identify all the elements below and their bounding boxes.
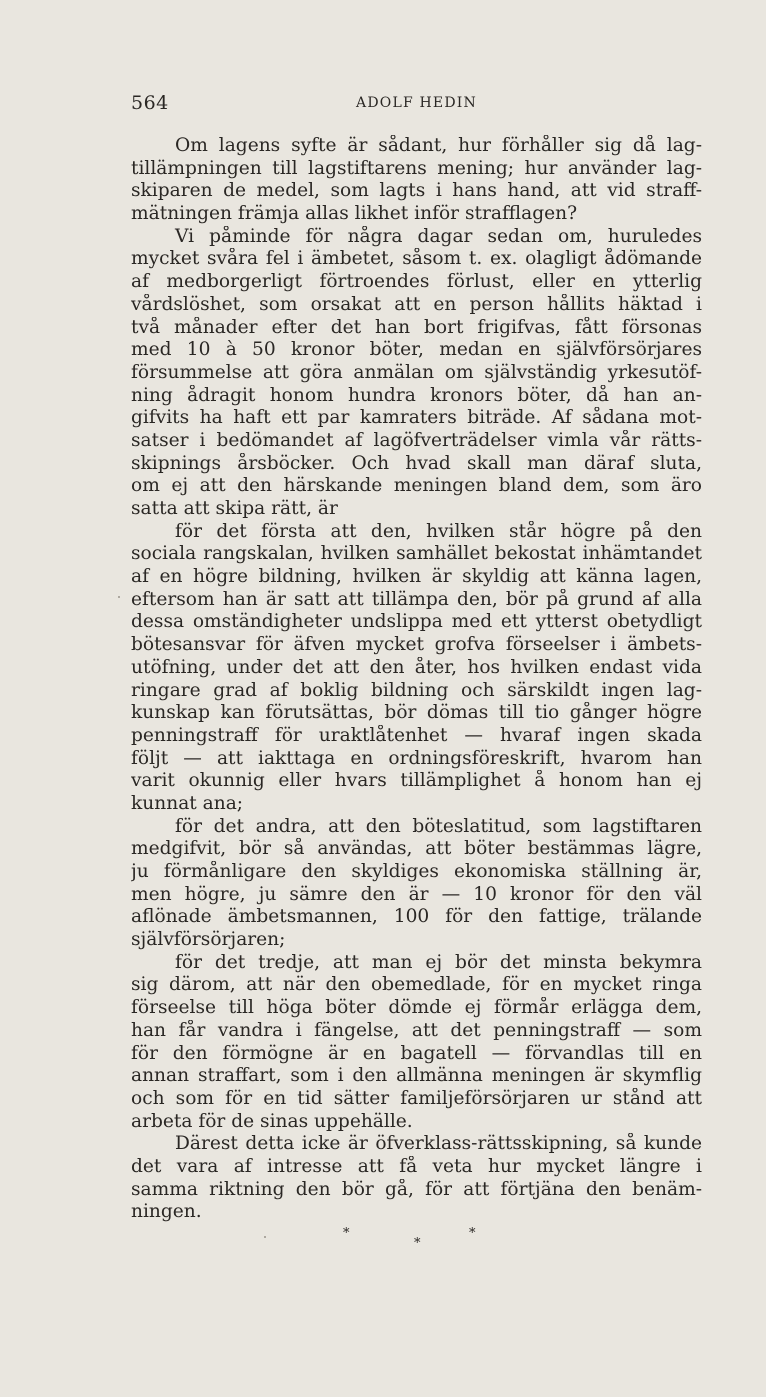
text-line: tillämpningen till lagstiftarens mening; hur använder lag-	[131, 157, 702, 179]
text-line: kunskap kan förutsättas, bör dömas till tio gånger högre	[131, 702, 702, 724]
text-line: bötesansvar för äfven mycket grofva förseelser i ämbets-	[131, 634, 702, 656]
text-line: penningstraff för uraktlåtenhet — hvaraf ingen skada	[131, 724, 702, 746]
text-line: mätningen främja allas likhet inför strafflagen?	[131, 203, 578, 225]
paragraph-first-line: för det tredje, att man ej bör det minsta bekymra	[175, 951, 702, 973]
text-line: ju förmånligare den skyldiges ekonomiska ställning är,	[131, 861, 702, 882]
separator-asterisk: *	[414, 1236, 421, 1251]
text-line: skipnings årsböcker. Och hvad skall man däraf sluta,	[131, 452, 702, 474]
text-line: vårdslöshet, som orsakat att en person hållits häktad i	[131, 293, 702, 315]
text-line: och som för en tid sätter familjeförsörjaren ur stånd att	[131, 1087, 702, 1109]
text-line: ning ådragit honom hundra kronors böter, då han an-	[131, 384, 702, 406]
text-line: satser i bedömandet af lagöfverträdelser vimla vår rätts-	[131, 429, 702, 451]
text-line: eftersom han är satt att tillämpa den, bör på grund af alla	[131, 588, 702, 610]
paper-speck	[118, 596, 120, 598]
text-line: självförsörjaren;	[131, 929, 286, 951]
page-header	[131, 92, 702, 120]
text-line: förseelse till höga böter dömde ej förmår erlägga dem,	[131, 997, 702, 1019]
text-line: gifvits ha haft ett par kamraters biträde. Af sådana mot-	[131, 407, 702, 429]
text-line: aflönade ämbetsmannen, 100 för den fattige, trälande	[131, 906, 702, 928]
text-line: satta att skipa rätt, är	[131, 498, 338, 519]
text-line: det vara af intresse att få veta hur mycket längre i	[131, 1155, 702, 1177]
text-line: om ej att den härskande meningen bland dem, som äro	[131, 475, 702, 497]
text-line: skiparen de medel, som lagts i hans hand, att vid straff-	[131, 180, 702, 202]
text-line: samma riktning den bör gå, för att förtjäna den benäm-	[131, 1178, 702, 1200]
paragraph-first-line: Därest detta icke är öfverklass-rättsskipning, så kunde	[175, 1133, 702, 1155]
text-line: varit okunnig eller hvars tillämplighet å honom han ej	[131, 770, 702, 792]
text-line: ringare grad af boklig bildning och särskildt ingen lag-	[131, 679, 702, 701]
text-line: mycket svåra fel i ämbetet, såsom t. ex. olagligt ådömande	[131, 248, 702, 270]
body-text	[131, 135, 702, 1224]
text-line: ningen.	[131, 1201, 202, 1223]
text-line: försummelse att göra anmälan om självständig yrkesutöf-	[131, 361, 702, 383]
paragraph-first-line: Vi påminde för några dagar sedan om, huruledes	[175, 225, 702, 247]
text-line: kunnat ana;	[131, 792, 244, 814]
paragraph-first-line: Om lagens syfte är sådant, hur förhåller sig då lag-	[175, 135, 702, 156]
text-line: medgifvit, bör så användas, att böter bestämmas lägre,	[131, 838, 702, 860]
paragraph-first-line: för det andra, att den böteslatitud, som lagstiftaren	[175, 815, 702, 837]
text-line: för den förmögne är en bagatell — förvandlas till en	[131, 1042, 702, 1064]
paragraph-first-line: för det första att den, hvilken står högre på den	[175, 520, 702, 542]
text-line: dessa omständigheter undslippa med ett ytterst obetydligt	[131, 611, 702, 633]
text-line: af en högre bildning, hvilken är skyldig att känna lagen,	[131, 566, 702, 588]
separator-asterisk: *	[343, 1226, 350, 1241]
page-number: 564	[131, 92, 169, 114]
text-line: utöfning, under det att den åter, hos hvilken endast vida	[131, 656, 702, 678]
text-line: han får vandra i fängelse, att det penningstraff — som	[131, 1019, 702, 1041]
text-line: annan straffart, som i den allmänna meningen är skymflig	[131, 1065, 702, 1087]
text-line: sig därom, att när den obemedlade, för en mycket ringa	[131, 974, 702, 996]
text-line: sociala rangskalan, hvilken samhället bekostat inhämtandet	[131, 543, 702, 565]
text-line: arbeta för de sinas uppehälle.	[131, 1110, 413, 1132]
text-line: följt — att iakttaga en ordningsföreskrift, hvarom han	[131, 747, 702, 769]
running-head: ADOLF HEDIN	[356, 95, 477, 111]
text-line: två månader efter det han bort frigifvas, fått försonas	[131, 316, 702, 338]
separator-asterisk: *	[469, 1226, 476, 1241]
text-line: med 10 à 50 kronor böter, medan en självförsörjares	[131, 339, 702, 361]
section-separator	[131, 1224, 702, 1254]
paper-speck	[264, 1236, 266, 1238]
text-line: men högre, ju sämre den är — 10 kronor för den väl	[131, 883, 702, 905]
text-line: af medborgerligt förtroendes förlust, eller en ytterlig	[131, 271, 702, 293]
